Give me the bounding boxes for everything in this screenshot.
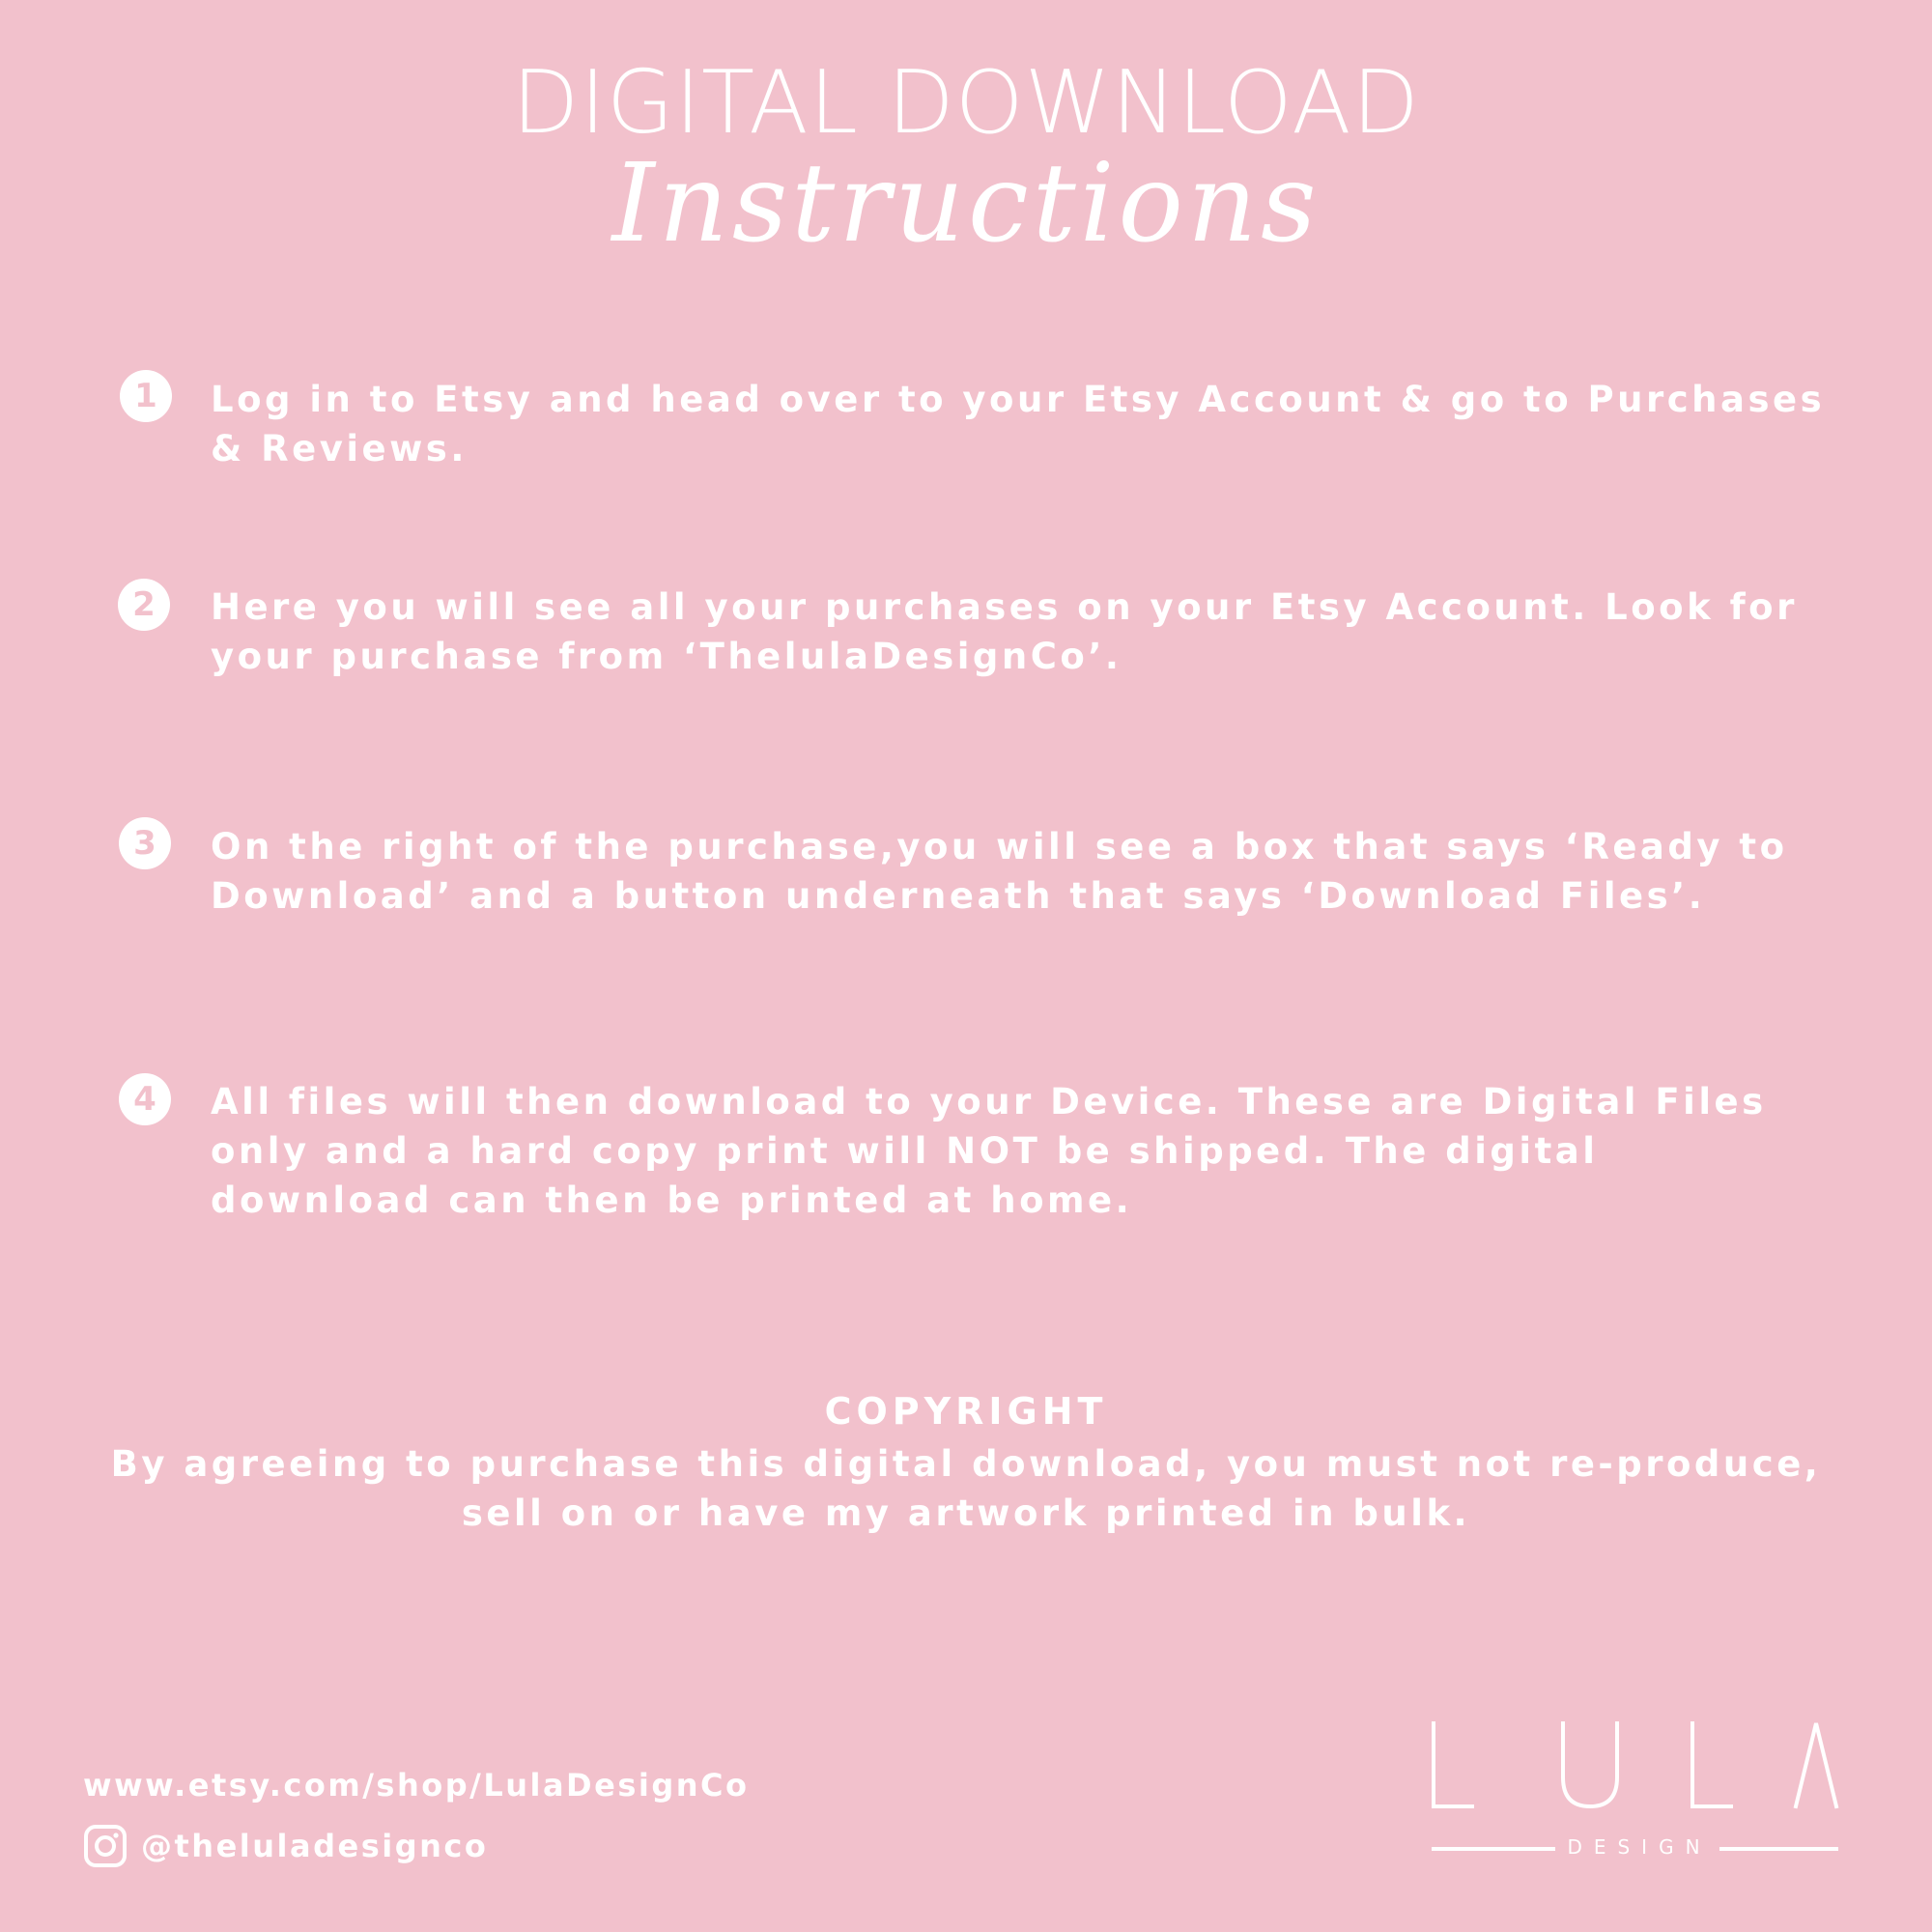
instagram-icon xyxy=(83,1824,128,1868)
logo-tagline: DESIGN xyxy=(1567,1835,1712,1859)
instagram-link[interactable] xyxy=(83,1824,488,1868)
step-number-2: 2 xyxy=(118,579,170,631)
step-text-4: All files will then download to your Device. These are Digital Files only and a hard copy print will NOT be shipped. The digital download can then be printed at home. xyxy=(211,1081,1767,1221)
step-number-1: 1 xyxy=(120,370,172,422)
step-text-2: Here you will see all your purchases on your Etsy Account. Look for your purchase from ‘ThelulaDesignCo’. xyxy=(211,586,1798,677)
page-subtitle: Instructions xyxy=(611,141,1321,267)
instagram-handle: @theluladesignco xyxy=(141,1828,489,1864)
copyright-text: By agreeing to purchase this digital download, you must not re-produce, sell on or have my artwork printed in bulk. xyxy=(110,1443,1822,1534)
shop-url-link[interactable]: www.etsy.com/shop/LulaDesignCo xyxy=(83,1767,750,1804)
page-title: DIGITAL DOWNLOAD xyxy=(512,52,1420,154)
step-number-4: 4 xyxy=(119,1073,171,1125)
copyright-heading: COPYRIGHT xyxy=(824,1390,1108,1433)
step-number-3: 3 xyxy=(119,817,171,869)
step-text-3: On the right of the purchase,you will see a box that says ‘Ready to Download’ and a button underneath that says ‘Download Files’. xyxy=(211,826,1788,917)
step-text-1: Log in to Etsy and head over to your Etsy Account & go to Purchases & Reviews. xyxy=(211,379,1826,469)
